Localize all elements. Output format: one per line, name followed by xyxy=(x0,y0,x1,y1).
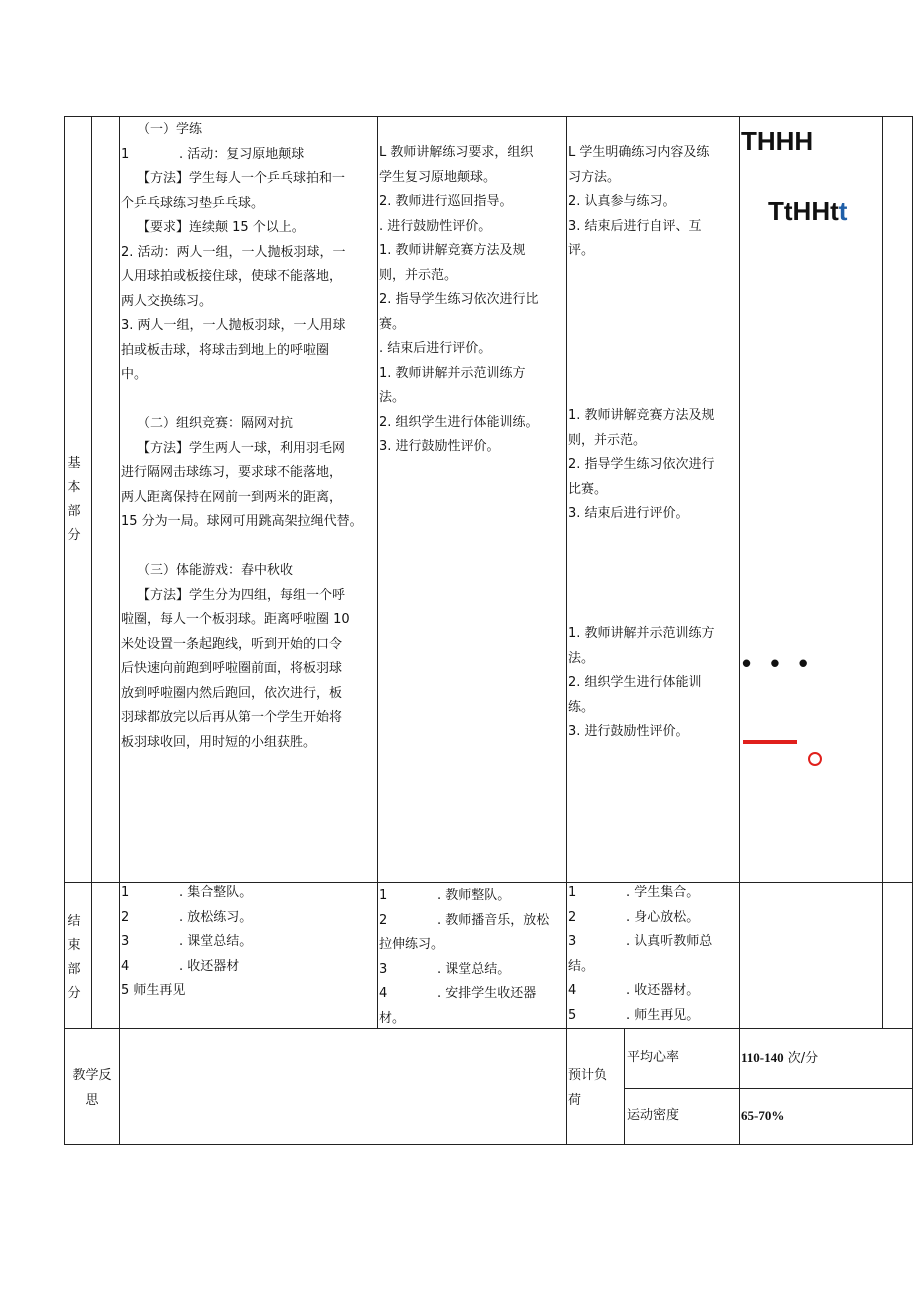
teacher-line: 法。 xyxy=(379,390,406,405)
content-line: 2. 活动：两人一组，一人抛板羽球，一 xyxy=(121,244,346,260)
content-line: 2 . 放松练习。 xyxy=(121,909,253,925)
reflection-label-line: 教学反 xyxy=(72,1068,112,1083)
load-label-line: 预计负 xyxy=(568,1068,608,1083)
load-label xyxy=(568,1064,607,1113)
content-line: 【方法】学生每人一个乒乓球拍和一 xyxy=(137,171,346,186)
col-divider-c xyxy=(377,116,378,1028)
teacher-line: 拉伸练习。 xyxy=(379,937,445,952)
label-char: 部 xyxy=(67,504,81,519)
col-divider-d xyxy=(566,116,567,1144)
density-value: 65-70% xyxy=(741,1108,785,1123)
content-line: 【要求】连续颠 15 个以上。 xyxy=(137,220,305,235)
load-row-divider xyxy=(624,1088,913,1089)
content-line: 3. 两人一组，一人抛板羽球，一人用球 xyxy=(121,318,346,333)
basic-student-activities-3 xyxy=(568,622,715,745)
teacher-line: 2. 组织学生进行体能训练。 xyxy=(379,414,539,430)
student-line: 2. 指导学生练习依次进行 xyxy=(568,457,715,472)
content-line: 4 . 收还器材 xyxy=(121,958,240,974)
content-line xyxy=(121,535,363,560)
content-line: 1 . 活动：复习原地颠球 xyxy=(121,146,305,162)
content-line: 【方法】学生两人一球，利用羽毛网 xyxy=(137,440,346,456)
student-line: 3. 结束后进行自评、互 xyxy=(568,218,702,234)
content-line: 羽球都放完以后再从第一个学生开始将 xyxy=(121,710,343,725)
table-border-right xyxy=(912,116,913,1144)
label-char: 本 xyxy=(67,480,81,495)
density-label: 运动密度 xyxy=(627,1108,680,1123)
label-char: 结 xyxy=(67,914,81,929)
heart-rate-unit: 次/分 xyxy=(787,1051,819,1066)
content-line: 后快速向前跑到呼啦圈前面，将板羽球 xyxy=(121,661,343,676)
formation-diagram-row-1: THHH xyxy=(741,126,814,156)
label-char: 部 xyxy=(67,962,81,977)
content-line: 个乒乓球练习垫乒乓球。 xyxy=(121,195,265,211)
formation-dots: • • • xyxy=(742,648,814,678)
heart-rate-number: 110-140 xyxy=(741,1050,784,1065)
content-line: 拍或板击球，将球击到地上的呼啦圈 xyxy=(121,342,330,358)
student-line: 4 . 收还器材。 xyxy=(568,983,700,998)
content-line xyxy=(121,388,363,413)
student-line: 练。 xyxy=(568,699,595,715)
teacher-line: 2. 教师进行巡回指导。 xyxy=(379,194,513,209)
col-divider-f xyxy=(882,116,883,1028)
student-line: 评。 xyxy=(568,243,595,258)
basic-student-activities-2 xyxy=(568,404,715,527)
content-line: 两人距离保持在网前一到两米的距离， xyxy=(121,489,343,505)
student-line: 3. 进行鼓励性评价。 xyxy=(568,724,689,739)
basic-student-activities-1 xyxy=(568,141,709,264)
student-line: 1. 教师讲解并示范训练方 xyxy=(568,626,715,641)
content-line: 【方法】学生分为四组，每组一个呼 xyxy=(137,587,346,603)
heart-rate-value xyxy=(741,1046,818,1072)
teacher-line: 材。 xyxy=(379,1010,406,1026)
student-line: 则，并示范。 xyxy=(568,432,647,448)
label-char: 分 xyxy=(67,528,81,543)
content-line: 米处设置一条起跑线，听到开始的口令 xyxy=(121,636,343,652)
reflection-label-line: 思 xyxy=(85,1092,99,1108)
content-line: 1 . 集合整队。 xyxy=(121,885,253,900)
end-student-activities xyxy=(568,881,712,1028)
teacher-line: 2 . 教师播音乐，放松 xyxy=(379,912,550,928)
col-divider-a xyxy=(91,116,92,1028)
teacher-line: 2. 指导学生练习依次进行比 xyxy=(379,292,539,307)
teacher-line: 1. 教师讲解竞赛方法及规 xyxy=(379,243,526,258)
content-line: 3 . 课堂总结。 xyxy=(121,934,253,949)
teacher-line: . 进行鼓励性评价。 xyxy=(379,218,492,234)
student-line: 1. 教师讲解竞赛方法及规 xyxy=(568,408,715,423)
student-line: 比赛。 xyxy=(568,481,608,497)
heart-rate-label: 平均心率 xyxy=(627,1050,680,1065)
content-line: 放到呼啦圈内然后跑回，依次进行，板 xyxy=(121,685,343,701)
content-line: 两人交换练习。 xyxy=(121,293,213,309)
col-divider-e xyxy=(739,116,740,1028)
label-char: 束 xyxy=(67,938,81,953)
teacher-line: 3. 进行鼓励性评价。 xyxy=(379,439,500,454)
end-teacher-activities xyxy=(379,884,549,1031)
reflection-label xyxy=(64,1064,120,1113)
load-col-divider xyxy=(624,1028,625,1144)
formation-text: TtHHt xyxy=(768,196,839,226)
formation-text-blue: t xyxy=(838,196,848,226)
teacher-line: 1. 教师讲解并示范训练方 xyxy=(379,365,526,381)
student-line: 法。 xyxy=(568,650,595,666)
value-col-divider xyxy=(739,1028,740,1144)
content-line: 啦圈，每人一个板羽球。距离呼啦圈 10 xyxy=(121,612,350,627)
content-line: （二）组织竞赛：隔网对抗 xyxy=(137,416,294,431)
basic-content xyxy=(121,118,363,755)
student-line: 结。 xyxy=(568,958,595,974)
teacher-line: 4 . 安排学生收还器 xyxy=(379,986,537,1001)
student-line: 2. 认真参与练习。 xyxy=(568,194,676,209)
student-line: 5 . 师生再见。 xyxy=(568,1007,700,1023)
load-label-line: 荷 xyxy=(568,1092,582,1108)
teacher-line: . 结束后进行评价。 xyxy=(379,341,492,356)
formation-diagram-row-2 xyxy=(768,196,847,227)
content-line: 5 师生再见 xyxy=(121,983,186,998)
red-circle-marker xyxy=(808,752,822,766)
table-border-bottom xyxy=(64,1144,913,1145)
student-line: 3 . 认真听教师总 xyxy=(568,934,713,949)
col-divider-b xyxy=(119,116,120,1144)
student-line: 2 . 身心放松。 xyxy=(568,909,700,925)
content-line: 中。 xyxy=(121,367,148,382)
content-line: 进行隔网击球练习，要求球不能落地， xyxy=(121,465,343,480)
student-line: 习方法。 xyxy=(568,169,621,185)
teacher-line: 则，并示范。 xyxy=(379,267,458,283)
red-line-marker xyxy=(743,740,797,744)
label-char: 分 xyxy=(67,986,81,1001)
basic-teacher-activities xyxy=(379,141,539,460)
content-line: 板羽球收回，用时短的小组获胜。 xyxy=(121,734,317,750)
content-line: 人用球拍或板接住球，使球不能落地， xyxy=(121,269,343,284)
end-section-label xyxy=(64,910,84,1006)
student-line: 3. 结束后进行评价。 xyxy=(568,506,689,521)
teacher-line: 学生复习原地颠球。 xyxy=(379,169,497,185)
student-line: 2. 组织学生进行体能训 xyxy=(568,675,702,690)
student-line: 1 . 学生集合。 xyxy=(568,885,700,900)
end-content xyxy=(121,881,252,1004)
teacher-line: 1 . 教师整队。 xyxy=(379,888,511,903)
content-line: （三）体能游戏：春中秋收 xyxy=(137,563,294,578)
student-line: L 学生明确练习内容及练 xyxy=(568,145,710,160)
label-char: 基 xyxy=(67,456,81,471)
teacher-line: 赛。 xyxy=(379,316,406,332)
teacher-line: L 教师讲解练习要求，组织 xyxy=(379,145,534,160)
content-line: 15 分为一局。球网可用跳高架拉绳代替。 xyxy=(121,514,363,529)
basic-section-label xyxy=(64,452,84,548)
content-line: （一）学练 xyxy=(137,122,203,137)
table-border-top xyxy=(64,116,913,117)
teacher-line: 3 . 课堂总结。 xyxy=(379,961,511,977)
